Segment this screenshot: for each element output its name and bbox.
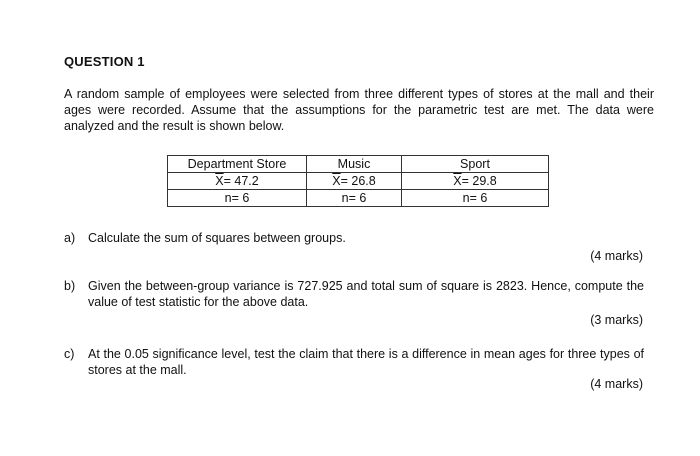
table-cell-n: n= 6 [307,190,402,207]
part-a-marks: (4 marks) [590,249,643,263]
table-cell-mean [168,173,307,190]
table-header-row [168,156,549,173]
table-row-means [168,173,549,190]
table-cell-mean [307,173,402,190]
part-text: Given the between-group variance is 727.925 and total sum of square is 2823. Hence, compute the value of test statistic for the above data. [88,279,644,309]
mean-value: = 29.8 [461,174,497,188]
mean-symbol: $\overline{X}$ [332,174,341,188]
part-c [64,346,644,378]
question-intro: A random sample of employees were selected from three different types of stores at the mall and their ages were recorded. Assume that the assumptions for the parametric test are met. The data were analyzed and the result is shown below. [64,87,654,133]
table-header-cell: Sport [402,156,549,173]
table-row-n [168,190,549,207]
mean-symbol: $\overline{X}$ [453,174,462,188]
mean-value: = 26.8 [340,174,376,188]
part-text: Calculate the sum of squares between groups. [88,231,346,245]
part-c-marks: (4 marks) [590,377,643,391]
table-cell-mean [402,173,549,190]
table-header-cell: Music [307,156,402,173]
part-letter: b) [64,279,76,293]
mean-symbol: $\overline{X}$ [215,174,224,188]
question-title: QUESTION 1 [64,54,145,69]
part-a [64,230,644,246]
part-letter: c) [64,347,75,361]
table-cell-n: n= 6 [402,190,549,207]
part-text: At the 0.05 significance level, test the claim that there is a difference in mean ages for three types of stores at the mall. [88,347,644,377]
table-cell-n: n= 6 [168,190,307,207]
data-table [167,155,549,207]
part-b-marks: (3 marks) [590,313,643,327]
part-letter: a) [64,231,76,245]
part-b [64,278,644,310]
table-header-cell: Department Store [168,156,307,173]
mean-value: = 47.2 [223,174,259,188]
